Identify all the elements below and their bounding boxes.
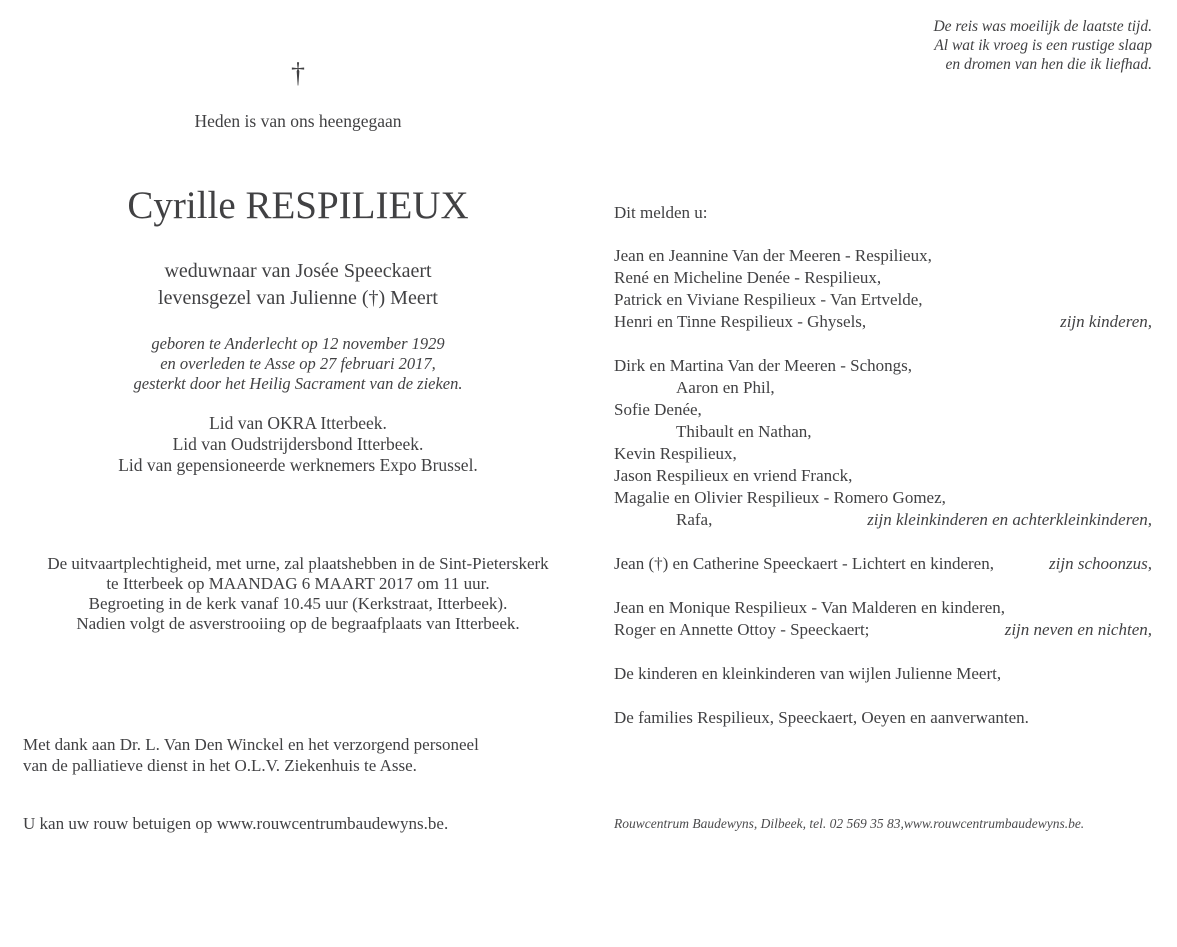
announcement-line (614, 487, 1152, 509)
family-name: Jean en Monique Respilieux - Van Malderen en kinderen, (614, 598, 1006, 617)
poem-line: Al wat ik vroeg is een rustige slaap (934, 37, 1152, 54)
children-group (614, 245, 1152, 333)
funeral-line: te Itterbeek op MAANDAG 6 MAART 2017 om 11 uur. (106, 574, 490, 593)
family-name: De families Respilieux, Speeckaert, Oeyen en aanverwanten. (614, 708, 1029, 727)
family-name: Henri en Tinne Respilieux - Ghysels, (614, 312, 867, 331)
announcement-line (614, 399, 1152, 421)
condolence-line: U kan uw rouw betuigen op www.rouwcentrumbaudewyns.be. (23, 814, 449, 833)
deceased-name: Cyrille RESPILIEUX (127, 184, 469, 227)
julienne-family-group (614, 663, 1152, 685)
family-name: Aaron en Phil, (676, 378, 775, 397)
announcement-line (614, 311, 1152, 333)
membership-line: Lid van gepensioneerde werknemers Expo Brussel. (118, 455, 478, 475)
membership-line: Lid van Oudstrijdersbond Itterbeek. (172, 434, 424, 454)
family-name: Roger en Annette Ottoy - Speeckaert; (614, 620, 870, 639)
announcement-line (614, 619, 1152, 641)
family-name: Jean (†) en Catherine Speeckaert - Lichtert en kinderen, (614, 554, 994, 573)
family-name: Sofie Denée, (614, 400, 702, 419)
announcement-line (614, 267, 1152, 289)
funeral-line: Begroeting in de kerk vanaf 10.45 uur (Kerkstraat, Itterbeek). (88, 594, 508, 613)
poem-line: De reis was moeilijk de laatste tijd. (933, 18, 1152, 35)
grandchildren-group (614, 355, 1152, 531)
announcement-line (614, 465, 1152, 487)
announcement-line (614, 509, 1152, 531)
family-name: Magalie en Olivier Respilieux - Romero Gomez, (614, 488, 946, 507)
membership-line: Lid van OKRA Itterbeek. (209, 413, 387, 433)
cousins-group (614, 597, 1152, 641)
announcement-line (614, 289, 1152, 311)
relation-label: zijn schoonzus, (1049, 554, 1152, 573)
announcement-line (614, 355, 1152, 377)
funeral-line: Nadien volgt de asverstrooiing op de begraafplaats van Itterbeek. (76, 614, 520, 633)
announcement-line (614, 421, 1152, 443)
family-name: Rafa, (676, 510, 713, 529)
relation-label: zijn neven en nichten, (1004, 620, 1152, 639)
memorial-poem (933, 17, 1152, 74)
intro-line: Heden is van ons heengegaan (194, 111, 402, 131)
funeral-home-footer: Rouwcentrum Baudewyns, Dilbeek, tel. 02 569 35 83,www.rouwcentrumbaudewyns.be. (614, 816, 1085, 831)
funeral-info-block (23, 554, 573, 634)
thanks-line: van de palliatieve dienst in het O.L.V. Ziekenhuis te Asse. (23, 756, 417, 775)
relation-line: weduwnaar van Josée Speeckaert (164, 260, 432, 282)
family-name: Jason Respilieux en vriend Franck, (614, 466, 853, 485)
family-name: Kevin Respilieux, (614, 444, 737, 463)
life-dates-block (23, 334, 573, 394)
announcement-line (614, 553, 1152, 575)
cross-icon: † (291, 58, 305, 89)
family-announcement (614, 245, 1152, 751)
announce-heading: Dit melden u: (614, 203, 708, 222)
life-line: gesterkt door het Heilig Sacrament van de zieken. (133, 374, 463, 393)
family-name: Dirk en Martina Van der Meeren - Schongs, (614, 356, 913, 375)
poem-line: en dromen van hen die ik liefhad. (945, 56, 1152, 73)
life-line: geboren te Anderlecht op 12 november 1929 (151, 334, 445, 353)
relation-label: zijn kinderen, (1060, 312, 1152, 331)
announcement-line (614, 597, 1152, 619)
sister-in-law-group (614, 553, 1152, 575)
announcement-line (614, 377, 1152, 399)
announcement-line (614, 707, 1152, 729)
relation-line: levensgezel van Julienne (†) Meert (158, 287, 438, 309)
families-group (614, 707, 1152, 729)
family-name: Patrick en Viviane Respilieux - Van Ertvelde, (614, 290, 923, 309)
announcement-line (614, 443, 1152, 465)
thanks-block (23, 734, 573, 776)
family-name: De kinderen en kleinkinderen van wijlen Julienne Meert, (614, 664, 1002, 683)
relation-label: zijn kleinkinderen en achterkleinkinderen, (867, 510, 1152, 529)
family-name: Jean en Jeannine Van der Meeren - Respilieux, (614, 246, 932, 265)
announcement-line (614, 663, 1152, 685)
announcement-line (614, 245, 1152, 267)
family-name: Thibault en Nathan, (676, 422, 812, 441)
memberships-block (23, 413, 573, 476)
family-name: René en Micheline Denée - Respilieux, (614, 268, 882, 287)
life-line: en overleden te Asse op 27 februari 2017, (160, 354, 436, 373)
relations-block (23, 258, 573, 312)
funeral-line: De uitvaartplechtigheid, met urne, zal plaatshebben in de Sint-Pieterskerk (47, 554, 549, 573)
thanks-line: Met dank aan Dr. L. Van Den Winckel en het verzorgend personeel (23, 735, 479, 754)
